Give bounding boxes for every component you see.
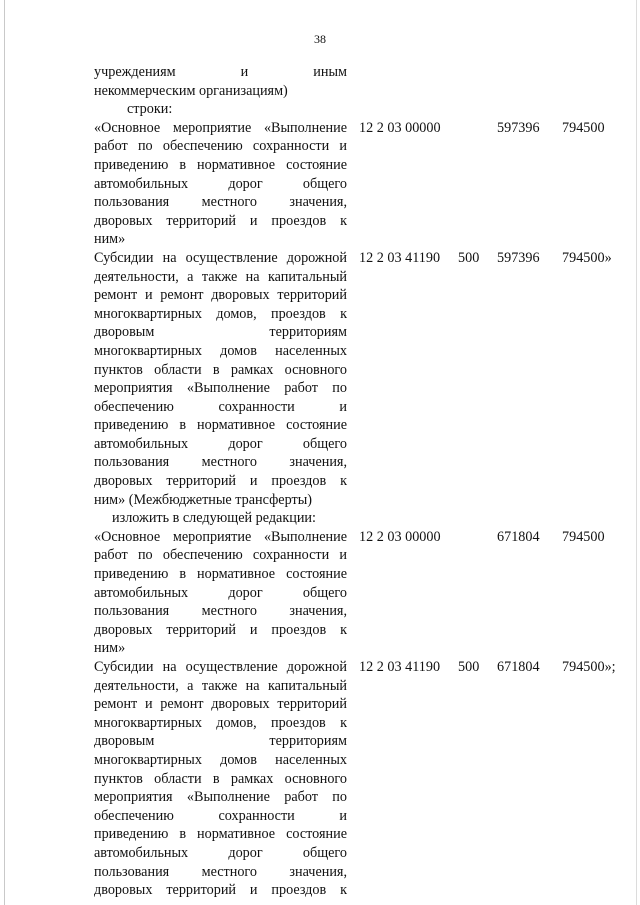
table-row <box>94 119 624 249</box>
description-line: пользования местного значения, <box>94 454 347 471</box>
row-value-2: 794500»; <box>562 659 616 675</box>
table-row <box>94 658 624 900</box>
table-row <box>94 249 624 509</box>
row-code: 12 2 03 00000 <box>359 119 441 136</box>
description-line: приведению в нормативное состояние <box>94 417 347 434</box>
page-number: 38 <box>314 32 326 46</box>
description-line: дворовым территориям <box>94 733 347 750</box>
description-line: пунктов области в рамках основного <box>94 770 347 787</box>
row-description <box>94 528 347 658</box>
row-value-2: 794500 <box>562 528 605 545</box>
description-line: дворовым территориям <box>94 324 347 341</box>
scan-edge-left <box>4 0 5 905</box>
row-code: 12 2 03 41190 <box>359 249 441 266</box>
description-line: обеспечению сохранности и <box>94 807 347 824</box>
description-line: деятельности, а также на капитальный <box>94 268 347 285</box>
description-line: «Основное мероприятие «Выполнение <box>94 119 347 136</box>
row-expense-type: 500 <box>458 659 480 675</box>
description-line: деятельности, а также на капитальный <box>94 677 347 694</box>
description-line: обеспечению сохранности и <box>94 398 347 415</box>
description-line: работ по обеспечению сохранности и <box>94 138 347 155</box>
table-row <box>94 528 624 658</box>
row-value-2: 794500 <box>562 119 605 136</box>
description-line: пунктов области в рамках основного <box>94 361 347 378</box>
description-line: приведению в нормативное состояние <box>94 566 347 583</box>
row-value-1: 597396 <box>497 119 540 136</box>
description-line: дворовых территорий и проездов к <box>94 212 347 229</box>
intro-line: некоммерческим организациям) <box>94 82 288 99</box>
description-line: многоквартирных домов населенных <box>94 342 347 359</box>
document-body <box>94 63 624 900</box>
description-line: приведению в нормативное состояние <box>94 826 347 843</box>
description-line: мероприятия «Выполнение работ по <box>94 789 347 806</box>
row-code: 12 2 03 41190 <box>359 659 441 675</box>
intro-text <box>94 63 347 100</box>
section-heading-strings: строки: <box>127 101 173 118</box>
description-line: мероприятия «Выполнение работ по <box>94 380 347 397</box>
row-code: 12 2 03 00000 <box>359 528 441 545</box>
description-line: автомобильных дорог общего <box>94 435 347 452</box>
description-line: ним» <box>94 640 126 657</box>
description-line: ним» <box>94 231 126 248</box>
description-line: ремонт и ремонт дворовых территорий <box>94 696 347 713</box>
description-line: «Основное мероприятие «Выполнение <box>94 528 347 545</box>
description-line: автомобильных дорог общего <box>94 844 347 861</box>
row-expense-type: 500 <box>458 249 480 266</box>
row-value-1: 671804 <box>497 528 540 545</box>
description-line: дворовых территорий и проездов к <box>94 882 347 899</box>
description-line: многоквартирных домов, проездов к <box>94 714 347 731</box>
description-line: автомобильных дорог общего <box>94 584 347 601</box>
description-line: работ по обеспечению сохранности и <box>94 547 347 564</box>
description-line: Субсидии на осуществление дорожной <box>94 659 347 675</box>
row-description <box>94 249 347 509</box>
description-line: пользования местного значения, <box>94 194 347 211</box>
row-value-1: 671804 <box>497 659 540 675</box>
description-line: автомобильных дорог общего <box>94 175 347 192</box>
description-line: дворовых территорий и проездов к <box>94 621 347 638</box>
row-description <box>94 658 347 900</box>
description-line: приведению в нормативное состояние <box>94 156 347 173</box>
row-value-1: 597396 <box>497 249 540 266</box>
scan-edge-right <box>636 0 637 905</box>
description-line: многоквартирных домов, проездов к <box>94 305 347 322</box>
description-line: пользования местного значения, <box>94 603 347 620</box>
description-line: дворовых территорий и проездов к <box>94 473 347 490</box>
description-line: пользования местного значения, <box>94 863 347 880</box>
row-description <box>94 119 347 249</box>
description-line: ремонт и ремонт дворовых территорий <box>94 287 347 304</box>
row-value-2: 794500» <box>562 249 612 266</box>
description-line: многоквартирных домов населенных <box>94 751 347 768</box>
intro-line: учреждениям и иным <box>94 64 347 80</box>
description-line: ним» (Межбюджетные трансферты) <box>94 491 312 508</box>
section-heading-new-edition: изложить в следующей редакции: <box>112 510 316 527</box>
description-line: Субсидии на осуществление дорожной <box>94 249 347 266</box>
